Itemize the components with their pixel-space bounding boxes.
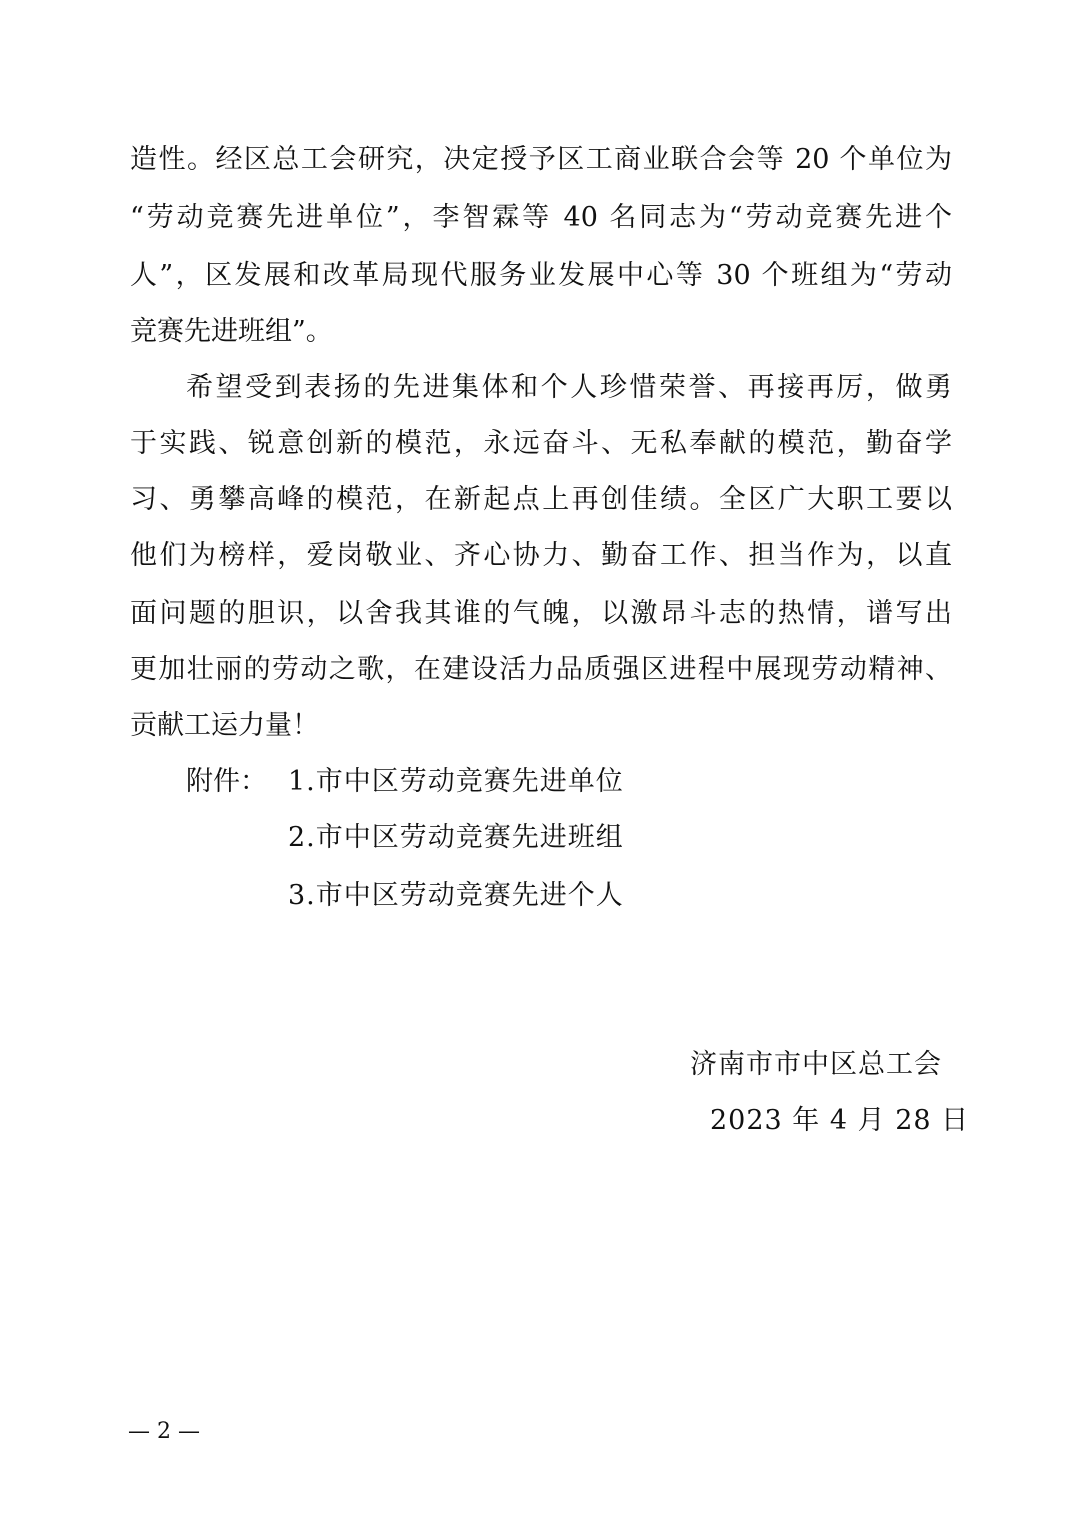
- attachment-item-3: 3.市中区劳动竞赛先进个人: [288, 880, 624, 911]
- paragraph-2-line-4: 他们为榜样，爱岗敬业、齐心协力、勤奋工作、担当作为，以直: [130, 540, 952, 571]
- attachments-label: 附件：: [186, 766, 267, 797]
- signature-organization: 济南市市中区总工会: [690, 1049, 942, 1080]
- signature-date: 2023 年 4 月 28 日: [710, 1105, 970, 1136]
- page-number: — 2 —: [128, 1419, 200, 1444]
- paragraph-2-line-2: 于实践、锐意创新的模范，永远奋斗、无私奉献的模范，勤奋学: [130, 428, 952, 459]
- paragraph-2-line-5: 面问题的胆识，以舍我其谁的气魄，以激昂斗志的热情，谱写出: [130, 598, 952, 629]
- attachment-item-1: 1.市中区劳动竞赛先进单位: [288, 766, 624, 797]
- paragraph-1-line-3: 人”，区发展和改革局现代服务业发展中心等 30 个班组为“劳动: [130, 260, 952, 291]
- paragraph-2-line-6: 更加壮丽的劳动之歌，在建设活力品质强区进程中展现劳动精神、: [130, 654, 952, 685]
- paragraph-2-line-3: 习、勇攀高峰的模范，在新起点上再创佳绩。全区广大职工要以: [130, 484, 952, 515]
- paragraph-2-line-1: 希望受到表扬的先进集体和个人珍惜荣誉、再接再厉，做勇: [186, 372, 952, 403]
- paragraph-1-line-1: 造性。经区总工会研究，决定授予区工商业联合会等 20 个单位为: [130, 144, 952, 175]
- paragraph-1-line-4: 竞赛先进班组”。: [130, 316, 333, 347]
- paragraph-1-line-2: “劳动竞赛先进单位”，李智霖等 40 名同志为“劳动竞赛先进个: [130, 202, 952, 233]
- paragraph-2-line-7: 贡献工运力量！: [130, 710, 319, 741]
- attachment-item-2: 2.市中区劳动竞赛先进班组: [288, 822, 624, 853]
